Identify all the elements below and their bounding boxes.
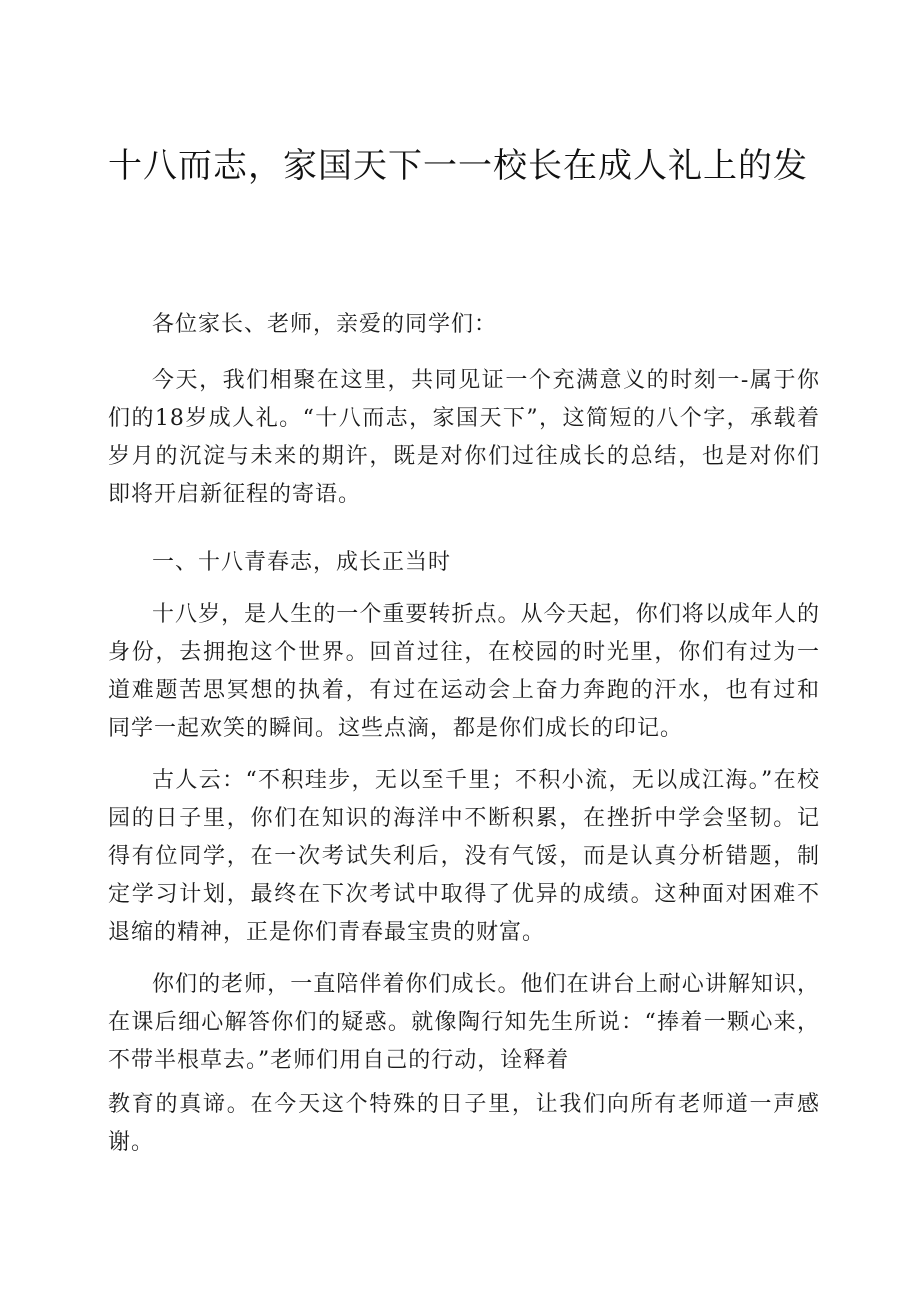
section-heading: 一、十八青春志，成长正当时 — [152, 550, 452, 575]
page-title: 十八而志，家国天下一一校长在成人礼上的发 — [108, 146, 808, 186]
opening-paragraph: 今天，我们相聚在这里，共同见证一个充满意义的时刻一-属于你们的18岁成人礼。“十八而志，家国天下”，这简短的八个字，承载着岁月的沉淀与未来的期许，既是对你们过往成长的总结，也是对你们即将开启新征程的寄语。 — [108, 368, 820, 507]
body-paragraph-teachers: 你们的老师，一直陪伴着你们成长。他们在讲台上耐心讲解知识，在课后细心解答你们的疑惑。就像陶行知先生所说：“捧着一颗心来，不带半根草去。”老师们用自己的行动，诠释着 — [108, 972, 820, 1073]
body-paragraph-quote: 古人云：“不积珪步，无以至千里；不积小流，无以成江海。”在校园的日子里，你们在知识的海洋中不断积累，在挫折中学会坚韧。记得有位同学，在一次考试失利后，没有气馁，而是认真分析错题，制定学习计划，最终在下次考试中取得了优异的成绩。这种面对困难不退缩的精神，正是你们青春最宝贵的财富。 — [108, 768, 820, 945]
body-paragraph-thanks: 教育的真谛。在今天这个特殊的日子里，让我们向所有老师道一声感谢。 — [108, 1092, 820, 1155]
salutation-paragraph: 各位家长、老师，亲爱的同学们： — [152, 312, 498, 337]
body-paragraph-growth: 十八岁，是人生的一个重要转折点。从今天起，你们将以成年人的身份，去拥抱这个世界。回首过往，在校园的时光里，你们有过为一道难题苦思冥想的执着，有过在运动会上奋力奔跑的汗水，也有过和同学一起欢笑的瞬间。这些点滴，都是你们成长的印记。 — [108, 602, 820, 741]
document-body — [108, 306, 820, 1162]
